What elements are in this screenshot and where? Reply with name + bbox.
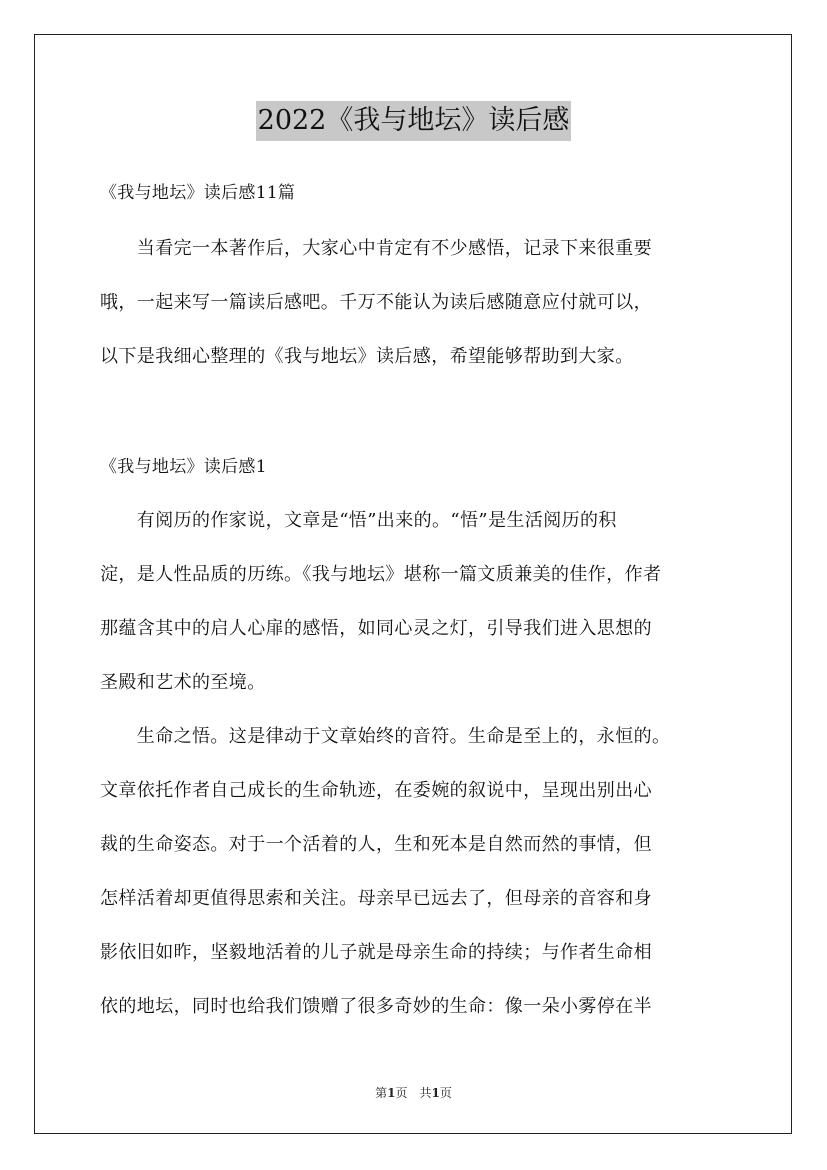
body-line: 有阅历的作家说，文章是“悟”出来的。“悟”是生活阅历的积	[100, 510, 617, 531]
intro-line: 以下是我细心整理的《我与地坛》读后感，希望能够帮助到大家。	[100, 346, 634, 367]
body-line: 那蕴含其中的启人心扉的感悟，如同心灵之灯，引导我们进入思想的	[100, 618, 652, 639]
body-line: 依的地坛，同时也给我们馈赠了很多奇妙的生命：像一朵小雾停在半	[100, 996, 652, 1017]
body-line: 裁的生命姿态。对于一个活着的人，生和死本是自然而然的事情，但	[100, 834, 652, 855]
body-line: 生命之悟。这是律动于文章始终的音符。生命是至上的，永恒的。	[100, 726, 671, 747]
footer-page-total: 1	[431, 1086, 440, 1100]
document-subtitle: 《我与地坛》读后感11篇	[100, 183, 296, 203]
body-line: 文章依托作者自己成长的生命轨迹，在委婉的叙说中，呈现出别出心	[100, 780, 652, 801]
intro-line: 当看完一本著作后，大家心中肯定有不少感悟，记录下来很重要	[100, 238, 652, 259]
title-container	[0, 101, 827, 141]
body-line: 影依旧如昨，坚毅地活着的儿子就是母亲生命的持续；与作者生命相	[100, 942, 652, 963]
body-line: 圣殿和艺术的至境。	[100, 672, 266, 693]
document-title: 2022《我与地坛》读后感	[256, 101, 572, 141]
page-footer	[0, 1085, 827, 1101]
intro-line: 哦，一起来写一篇读后感吧。千万不能认为读后感随意应付就可以，	[100, 292, 652, 313]
footer-page-mid: 页 共	[395, 1086, 432, 1100]
section-heading: 《我与地坛》读后感1	[100, 457, 267, 477]
footer-page-current: 1	[387, 1086, 396, 1100]
footer-page-prefix: 第	[375, 1086, 388, 1100]
body-line: 怎样活着却更值得思索和关注。母亲早已远去了，但母亲的音容和身	[100, 888, 652, 909]
body-line: 淀，是人性品质的历练。《我与地坛》堪称一篇文质兼美的佳作，作者	[100, 564, 662, 585]
footer-page-suffix: 页	[439, 1086, 452, 1100]
